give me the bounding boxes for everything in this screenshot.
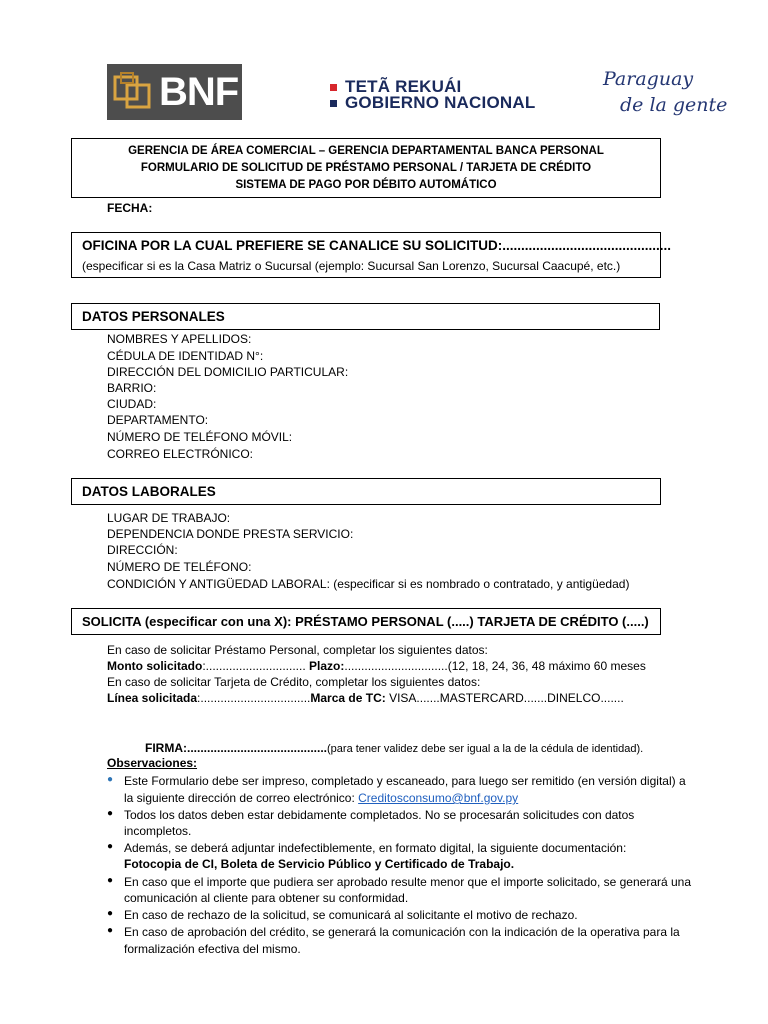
bnf-logo-text: BNF	[159, 70, 239, 114]
bnf-emblem-icon	[113, 71, 157, 113]
field-cedula: CÉDULA DE IDENTIDAD N°:	[107, 349, 264, 363]
monto-label: Monto solicitado	[107, 659, 203, 673]
monto-dots: :..............................	[202, 659, 306, 673]
solicita-header	[71, 608, 661, 635]
bnf-logo	[107, 64, 242, 120]
field-direccion-laboral: DIRECCIÓN:	[107, 543, 178, 557]
obs-2-line1: Todos los datos deben estar debidamente completados. No se procesarán solicitudes con datos	[124, 808, 635, 822]
datos-personales-title: DATOS PERSONALES	[82, 309, 225, 324]
bullet-1-icon: ●	[107, 774, 114, 785]
firma-note: (para tener validez debe ser igual a la de la cédula de identidad).	[327, 743, 644, 755]
gov-logo-line2: GOBIERNO NACIONAL	[345, 93, 536, 112]
fecha-label: FECHA:	[107, 201, 153, 215]
firma-line	[145, 741, 643, 756]
oficina-note: (especificar si es la Casa Matriz o Sucursal (ejemplo: Sucursal San Lorenzo, Sucursal Caacupé, etc.)	[82, 259, 621, 273]
field-departamento: DEPARTAMENTO:	[107, 413, 209, 427]
obs-3-line2: Fotocopia de CI, Boleta de Servicio Público y Certificado de Trabajo.	[124, 857, 515, 871]
gov-navy-square-icon	[330, 100, 337, 107]
monto-plazo-line	[107, 659, 646, 673]
field-correo: CORREO ELECTRÓNICO:	[107, 447, 254, 461]
form-title-line2: FORMULARIO DE SOLICITUD DE PRÉSTAMO PERSONAL / TARJETA DE CRÉDITO	[140, 162, 592, 174]
observaciones-title: Observaciones:	[107, 756, 198, 770]
bullet-3-icon: ●	[107, 841, 114, 852]
bullet-6-icon: ●	[107, 925, 114, 936]
marca-label: Marca de TC:	[310, 691, 386, 705]
field-barrio: BARRIO:	[107, 381, 157, 395]
obs-6-line1: En caso de aprobación del crédito, se generará la comunicación con la indicación de la operativa para la	[124, 925, 680, 939]
form-title-box	[71, 138, 661, 198]
firma-label: FIRMA:..........................................	[145, 741, 328, 755]
field-ciudad: CIUDAD:	[107, 397, 157, 411]
field-dependencia: DEPENDENCIA DONDE PRESTA SERVICIO:	[107, 527, 354, 541]
datos-personales-header	[71, 303, 660, 330]
obs-5-line1: En caso de rechazo de la solicitud, se comunicará al solicitante el motivo de rechazo.	[124, 908, 578, 922]
obs-1-line2	[124, 791, 518, 805]
gov-red-square-icon	[330, 84, 337, 91]
prestamo-intro: En caso de solicitar Préstamo Personal, completar los siguientes datos:	[107, 643, 488, 657]
solicita-title: SOLICITA (especificar con una X): PRÉSTAMO PERSONAL (.....) TARJETA DE CRÉDITO (.....)	[82, 614, 649, 629]
linea-label: Línea solicitada	[107, 691, 198, 705]
obs-4-line1: En caso que el importe que pudiera ser aprobado resulte menor que el importe solicitado, se generará una	[124, 875, 692, 889]
bullet-2-icon: ●	[107, 808, 114, 819]
paraguay-logo-line2: de la gente	[620, 94, 728, 116]
marca-rest: VISA.......MASTERCARD.......DINELCO.......	[385, 691, 624, 705]
bullet-4-icon: ●	[107, 875, 114, 886]
linea-marca-line	[107, 691, 624, 705]
oficina-title: OFICINA POR LA CUAL PREFIERE SE CANALICE SU SOLICITUD:.............................................	[82, 238, 672, 253]
obs-3-line1: Además, se deberá adjuntar indefectiblemente, en formato digital, la siguiente documentación:	[124, 841, 627, 855]
obs-2-line2: incompletos.	[124, 824, 192, 838]
plazo-label: Plazo:	[309, 659, 345, 673]
field-telefono-laboral: NÚMERO DE TELÉFONO:	[107, 560, 252, 574]
field-lugar-trabajo: LUGAR DE TRABAJO:	[107, 511, 231, 525]
obs-6-line2: formalización efectiva del mismo.	[124, 942, 301, 956]
email-link[interactable]: Creditosconsumo@bnf.gov.py	[358, 791, 519, 805]
obs-4-line2: comunicación al cliente para obtener su conformidad.	[124, 891, 409, 905]
field-nombres: NOMBRES Y APELLIDOS:	[107, 332, 252, 346]
paraguay-logo-line1: Paraguay	[603, 68, 694, 90]
plazo-rest: ...............................(12, 18, 24, 36, 48 máximo 60 meses	[344, 659, 646, 673]
form-title-line3: SISTEMA DE PAGO POR DÉBITO AUTOMÁTICO	[235, 179, 497, 191]
field-telefono-movil: NÚMERO DE TELÉFONO MÓVIL:	[107, 430, 293, 444]
gov-logo-line1: TETÃ REKUÁI	[345, 77, 462, 96]
form-title-line1: GERENCIA DE ÁREA COMERCIAL – GERENCIA DEPARTAMENTAL BANCA PERSONAL	[128, 145, 604, 157]
tarjeta-intro: En caso de solicitar Tarjeta de Crédito, completar los siguientes datos:	[107, 675, 481, 689]
oficina-box	[71, 232, 672, 278]
field-direccion-domicilio: DIRECCIÓN DEL DOMICILIO PARTICULAR:	[107, 365, 349, 379]
datos-laborales-title: DATOS LABORALES	[82, 484, 216, 499]
linea-dots: :.................................	[197, 691, 311, 705]
field-condicion-antiguedad: CONDICIÓN Y ANTIGÜEDAD LABORAL: (especificar si es nombrado o contratado, y antigüedad)	[107, 577, 630, 591]
datos-laborales-header	[71, 478, 661, 505]
bullet-5-icon: ●	[107, 908, 114, 919]
obs-1-line2-text: la siguiente dirección de correo electrónico:	[124, 791, 359, 805]
obs-1-line1: Este Formulario debe ser impreso, completado y escaneado, para luego ser remitido (en versión digital) a	[124, 774, 686, 788]
